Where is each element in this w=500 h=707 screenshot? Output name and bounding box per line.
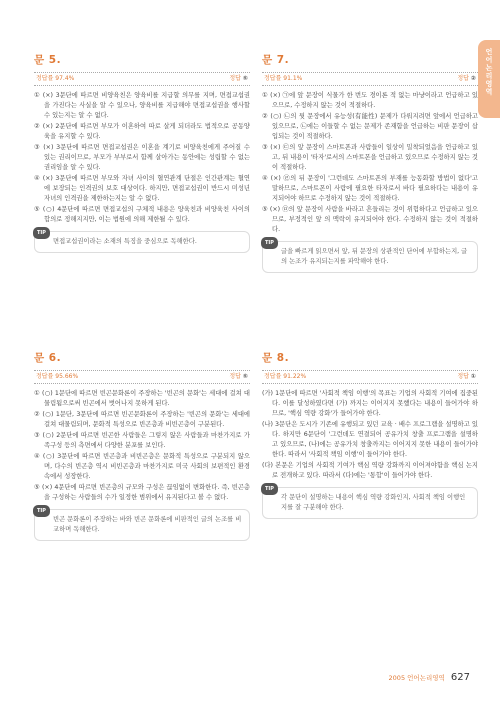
tip-text: 빈곤 문화론이 주장하는 바와 빈곤 문화론에 비판적인 글의 논조를 비교하며 독해한다.: [53, 516, 242, 533]
question-8: [262, 350, 478, 519]
explanation-item: ② (○) ㉡의 뒷 문장에서 유능성(有能性) 문제가 다뤄지려면 앞에서 언급하고 있으므로, ㉡에는 이들할 수 없는 문제가 존재함을 언급하는 비판 문장이 삽입되는 것이 적절하다.: [262, 113, 478, 140]
explanation-item: ⑤ (×) 4문단에 따르면 빈곤층의 규모와 구성은 끊임없이 변화한다. 즉, 빈곤층을 구성하는 사람들의 수가 일정한 범위에서 유지된다고 볼 수 없다.: [34, 484, 250, 501]
answer-rate-bar: [34, 370, 250, 384]
page-footer: [389, 672, 470, 683]
answer-label: 정답: [229, 373, 241, 380]
explanation-item: (나) 3문단은 도시가 기존에 유행되고 있던 교육 · 배수 프로그램을 설명하고 있다. 하지만 6문단이 '그런데도 연결되어 공유가치 창출 프로그램을 설명하고 있으므로, (나)에는 공유가치 창출까지는 이어지지 못한 내용이 들어가야 한다. 따라서 '사회적 책임 이행'이 들어가야 한다.: [262, 421, 478, 458]
answer-label: 정답: [229, 75, 241, 82]
explanation-item: (가) 1문단에 따르면 '사회적 책임 이행'의 목표는 기업의 사회적 기여에 집중된다. 이를 달성하였다면 (가) 까지는 이어지지 못했다는 내용이 들어가야 하므로, '핵심 역량 강화'가 들어가야 한다.: [262, 390, 478, 417]
tip-badge: TIP: [33, 227, 50, 239]
section-tab: [478, 40, 500, 118]
section-tab-label: 언어논리영역: [485, 48, 493, 96]
answer-value: ⑤: [242, 75, 248, 82]
question-title: 문 5.: [34, 54, 62, 66]
explanation-item: ③ (○) 2문단에 따르면 빈곤한 사람들은 그렇지 않은 사람들과 마찬가지로 가족구성 등의 측면에서 다양한 분포를 보인다.: [34, 432, 250, 449]
answer-key: [457, 371, 476, 383]
answer-key: [229, 73, 248, 85]
question-title: 문 8.: [262, 352, 290, 364]
answer-rate: 정답률 91.1%: [264, 75, 303, 82]
tip-box: [262, 487, 478, 519]
explanation-item: ② (○) 1문단, 3문단에 따르면 빈곤문화론이 주장하는 '빈곤의 문화'는 세대에 걸쳐 대물림되며, 문화적 특성으로 빈곤층과 비빈곤층이 구분된다.: [34, 411, 250, 428]
explanation-item: ⑤ (○) 4문단에 따르면 면접교섭의 구체적 내용은 양육친과 비양육친 사이의 합의로 정해지지만, 이는 법원에 의해 제한될 수 있다.: [34, 206, 250, 223]
question-title: 문 7.: [262, 54, 290, 66]
tip-box: [34, 509, 250, 541]
question-7: [262, 52, 478, 273]
explanation-item: ① (×) ㉠에 앞 문장이 식물가 한 번도 경이론 적 없는 마냥이라고 언급하고 있으므로, 수정하지 않는 것이 적절하다.: [262, 92, 478, 109]
explanation-item: ② (×) 2문단에 따르면 부모가 이혼하여 따로 살게 되더라도 법적으로 공동양육을 유지할 수 있다.: [34, 123, 250, 140]
explanation-item: ④ (○) 3문단에 따르면 빈곤층과 비빈곤층은 문화적 특성으로 구분되지 않으며, 다수의 빈곤층 역시 비빈곤층과 마찬가지로 미국 사회의 보편적인 환경 속에서 성장한다.: [34, 453, 250, 480]
tip-badge: TIP: [261, 483, 278, 495]
answer-label: 정답: [457, 75, 469, 82]
explanation-item: ④ (×) ㉣의 뒤 문장이 '그런데도 스마트폰의 부재를 능동화할 방법이 없다'고 말하므로, 스마트폰이 사람에 필요한 타자로서 바다 필요하다는 내용이 유지되어야 하므로 수정하지 않는 것이 적절하다.: [262, 175, 478, 202]
explanation-item: ⑤ (×) ㉤의 앞 문장이 사람을 바라고 흔들리는 것이 위험하다고 언급하고 있으므로, 부정적인 앞 의 맥락이 유지되어야 한다. 수정하지 않는 것이 적절하다.: [262, 206, 478, 233]
explanation-item: ④ (×) 3문단에 따르면 부모와 자녀 사이의 혈연관계 단절은 인간관계는 혈연에 보장되는 인격권의 보호 대상이다. 하지만, 면접교섭권이 반드시 미성년 자녀의 인격권을 제한하는지는 알 수 없다.: [34, 175, 250, 202]
tip-box: [262, 241, 478, 273]
tip-text: 면접교섭권이라는 소재의 특징을 중심으로 독해한다.: [53, 238, 197, 245]
question-5: [34, 52, 250, 253]
answer-rate-bar: [262, 72, 478, 86]
question-6: [34, 350, 250, 541]
answer-key: [457, 73, 476, 85]
tip-badge: TIP: [33, 505, 50, 517]
answer-value: ①: [470, 373, 476, 380]
explanation-item: ① (○) 1문단에 따르면 빈곤문화론이 주장하는 '빈곤의 문화'는 세대에 걸쳐 대물림됨으로써 빈곤에서 벗어나지 못하게 된다.: [34, 390, 250, 407]
answer-rate-bar: [34, 72, 250, 86]
answer-rate-bar: [262, 370, 478, 384]
footer-label: 2005 언어논리영역: [388, 674, 445, 682]
question-title: 문 6.: [34, 352, 62, 364]
tip-text: 각 문단이 설명하는 내용이 핵심 역량 강화인지, 사회적 책임 이행인지를 잘 구분해야 한다.: [281, 494, 466, 511]
explanation-item: ③ (×) ㉢의 앞 문장이 스마트폰과 사람들이 일상이 밀착되었음을 언급하고 있고, 뒤 내용이 '타자'로서의 스마트폰을 언급하고 있으므로 수정하지 않는 것이 적절하다.: [262, 144, 478, 171]
answer-rate: 정답률 91.22%: [264, 373, 307, 380]
tip-text: 글을 빠르게 읽으면서 앞, 뒤 문장의 상관적인 단어에 부합하는지, 글의 논조가 유지되는지를 파악해야 한다.: [281, 248, 468, 265]
explanation-item: ③ (×) 3문단에 따르면 면접교섭권은 이혼을 계기로 비양육친에게 주어질 수 있는 권리이므로, 부모가 부부로서 함께 살아가는 동안에는 성립할 수 없는 권리임을 알 수 있다.: [34, 144, 250, 171]
explanation-item: ① (×) 3문단에 따르면 비양육친은 양육비를 지급할 의무를 지며, 면접교섭권을 가진다는 사실을 알 수 있으나, 양육비를 지급해야 면접교섭권을 행사할 수 있는지는 알 수 없다.: [34, 92, 250, 119]
explanation-item: (다) 본문은 기업의 사회적 기여가 핵심 역량 강화까지 이어져야함을 핵심 논지로 전개하고 있다. 따라서 (다)에는 '통합'이 들어가야 한다.: [262, 462, 478, 479]
answer-key: [229, 371, 248, 383]
tip-box: [34, 231, 250, 253]
answer-rate: 정답률 95.66%: [36, 373, 79, 380]
page-number: 627: [450, 672, 470, 683]
answer-value: ⑤: [242, 373, 248, 380]
answer-label: 정답: [457, 373, 469, 380]
answer-rate: 정답률 97.4%: [36, 75, 75, 82]
answer-value: ②: [470, 75, 476, 82]
tip-badge: TIP: [261, 237, 278, 249]
